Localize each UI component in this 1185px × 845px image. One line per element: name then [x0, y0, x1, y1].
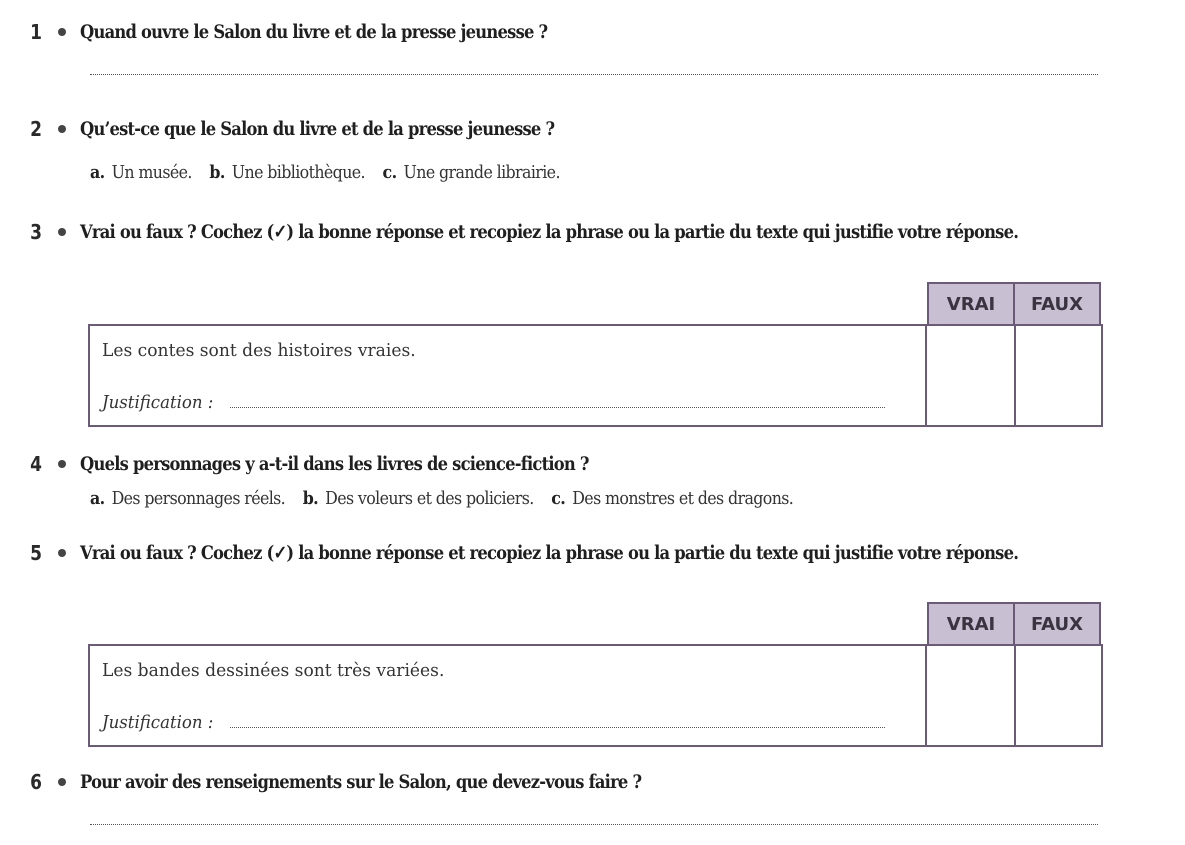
choice-c[interactable]: c. Une grande librairie. [382, 162, 560, 183]
choice-b[interactable]: b. Une bibliothèque. [209, 162, 365, 183]
table-row [88, 644, 1103, 747]
question-text: Quand ouvre le Salon du livre et de la presse jeunesse ? [80, 21, 548, 43]
header-vrai: VRAI [929, 604, 1013, 644]
check-faux[interactable] [1014, 646, 1101, 745]
header-faux: FAUX [1013, 604, 1099, 644]
question-text: Qu’est-ce que le Salon du livre et de la presse jeunesse ? [80, 118, 555, 140]
bullet-icon [58, 549, 66, 557]
question-number: 4 [30, 452, 42, 476]
question-5 [0, 541, 1171, 565]
question-text: Vrai ou faux ? Cochez (✓) la bonne réponse et recopiez la phrase ou la partie du texte qui justifie votre réponse. [80, 542, 1019, 564]
check-vrai[interactable] [927, 646, 1014, 745]
question-number: 3 [30, 220, 42, 244]
question-2 [0, 117, 631, 141]
justification-label: Justification : [102, 392, 214, 413]
statement-text: Les contes sont des histoires vraies. [102, 340, 416, 361]
question-3 [0, 220, 1171, 244]
question-text: Quels personnages y a-t-il dans les livres de science-fiction ? [80, 453, 589, 475]
question-number: 1 [30, 20, 42, 44]
justification-label: Justification : [102, 712, 214, 733]
question-4 [0, 452, 672, 476]
table-header [927, 282, 1101, 324]
choices-4 [90, 488, 811, 509]
question-1 [0, 20, 623, 44]
justification [102, 392, 885, 413]
check-vrai[interactable] [927, 326, 1014, 425]
question-number: 5 [30, 541, 42, 565]
answer-line-6[interactable] [90, 824, 1098, 825]
question-text: Pour avoir des renseignements sur le Salon, que devez-vous faire ? [80, 771, 642, 793]
bullet-icon [58, 125, 66, 133]
answer-line-1[interactable] [90, 74, 1098, 75]
choices-2 [90, 162, 577, 183]
justification [102, 712, 885, 733]
question-6 [0, 770, 733, 794]
choice-c[interactable]: c. Des monstres et des dragons. [551, 488, 794, 509]
question-text: Vrai ou faux ? Cochez (✓) la bonne réponse et recopiez la phrase ou la partie du texte qui justifie votre réponse. [80, 221, 1019, 243]
bullet-icon [58, 778, 66, 786]
header-vrai: VRAI [929, 284, 1013, 324]
choice-a[interactable]: a. Des personnages réels. [90, 488, 286, 509]
statement-text: Les bandes dessinées sont très variées. [102, 660, 445, 681]
statement-cell [90, 646, 927, 745]
choice-b[interactable]: b. Des voleurs et des policiers. [302, 488, 534, 509]
table-header [927, 602, 1101, 644]
header-faux: FAUX [1013, 284, 1099, 324]
question-number: 6 [30, 770, 42, 794]
table-row [88, 324, 1103, 427]
statement-cell [90, 326, 927, 425]
justification-line[interactable] [230, 407, 885, 408]
bullet-icon [58, 228, 66, 236]
justification-line[interactable] [230, 727, 885, 728]
bullet-icon [58, 460, 66, 468]
bullet-icon [58, 28, 66, 36]
choice-a[interactable]: a. Un musée. [90, 162, 192, 183]
check-faux[interactable] [1014, 326, 1101, 425]
question-number: 2 [30, 117, 42, 141]
